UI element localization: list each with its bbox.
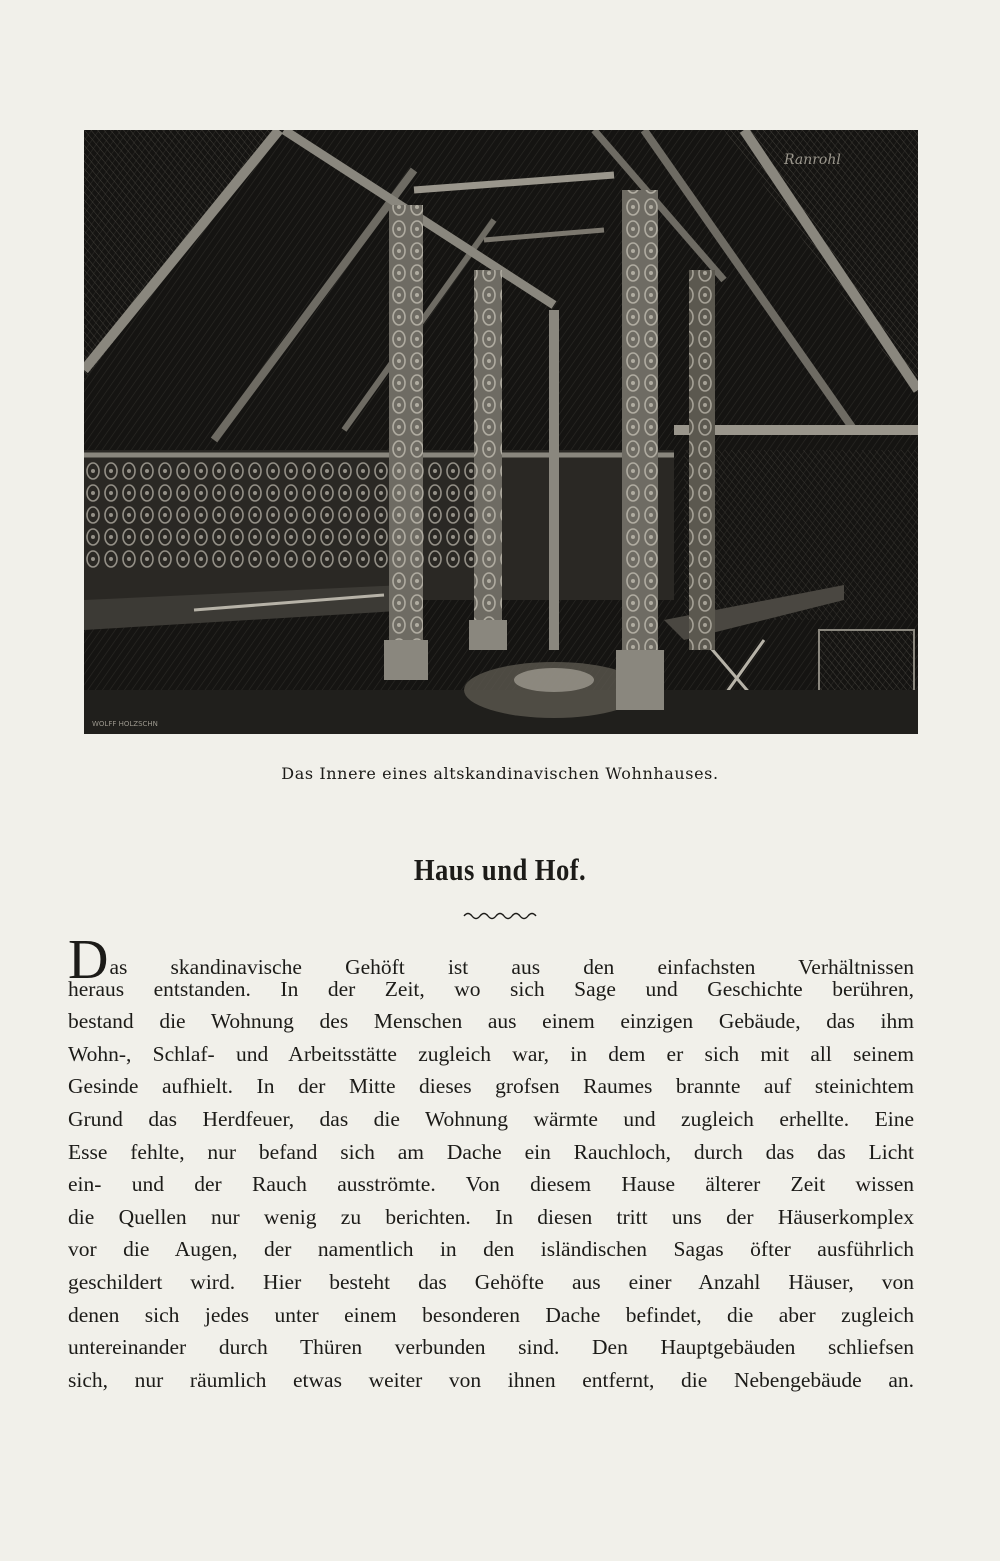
hall-interior-illustration xyxy=(84,130,918,734)
text-line: vor die Augen, der namentlich in den isländischen Sagas öfter ausführlich xyxy=(68,1237,914,1262)
carved-pillar xyxy=(689,270,715,650)
text-line: Grund das Herdfeuer, das die Wohnung wärmte und zugleich erhellte. Eine xyxy=(68,1106,914,1131)
text-line: geschildert wird. Hier besteht das Gehöfte aus einer Anzahl Häuser, von xyxy=(68,1269,914,1294)
engraving-illustration-hall-interior-icon xyxy=(84,130,918,734)
chapter-heading: Haus und Hof. xyxy=(413,852,587,887)
text-line: Wohn-, Schlaf- und Arbeitsstätte zugleich war, in dem er sich mit all seinem xyxy=(68,1041,914,1066)
wavy-ornament-icon xyxy=(462,910,538,922)
text-line: Gesinde aufhielt. In der Mitte dieses grofsen Raumes brannte auf steinichtem xyxy=(68,1074,914,1099)
drop-cap: D xyxy=(68,929,109,991)
text-line: Das skandinavische Gehöft ist aus den einfachsten Verhältnissen xyxy=(68,929,914,991)
text-line: die Quellen nur wenig zu berichten. In diesen tritt uns der Häuserkomplex xyxy=(68,1204,914,1229)
body-paragraph xyxy=(68,929,914,1396)
text-line: heraus entstanden. In der Zeit, wo sich Sage und Geschichte berühren, xyxy=(68,976,914,1001)
text-line: denen sich jedes unter einem besonderen Dache befindet, die aber zugleich xyxy=(68,1302,914,1327)
text-line: Esse fehlte, nur befand sich am Dache ein Rauchloch, durch das das Licht xyxy=(68,1139,914,1164)
illustration-caption: Das Innere eines altskandinavischen Wohnhauses. xyxy=(281,764,719,783)
engraver-mark: WOLFF HOLZSCHN xyxy=(92,720,158,728)
text-line: ein- und der Rauch ausströmte. Von diesem Hause älterer Zeit wissen xyxy=(68,1172,914,1197)
carved-pillar xyxy=(469,270,507,650)
artist-signature: Ranrohl xyxy=(784,152,841,168)
carved-pillar xyxy=(384,205,428,680)
text-line: bestand die Wohnung des Menschen aus einem einzigen Gebäude, das ihm xyxy=(68,1009,914,1034)
text-line: untereinander durch Thüren verbunden sind. Den Hauptgebäuden schliefsen xyxy=(68,1335,914,1360)
carved-pillar xyxy=(616,190,664,710)
text-line: sich, nur räumlich etwas weiter von ihnen entfernt, die Nebengebäude an. xyxy=(68,1367,914,1392)
